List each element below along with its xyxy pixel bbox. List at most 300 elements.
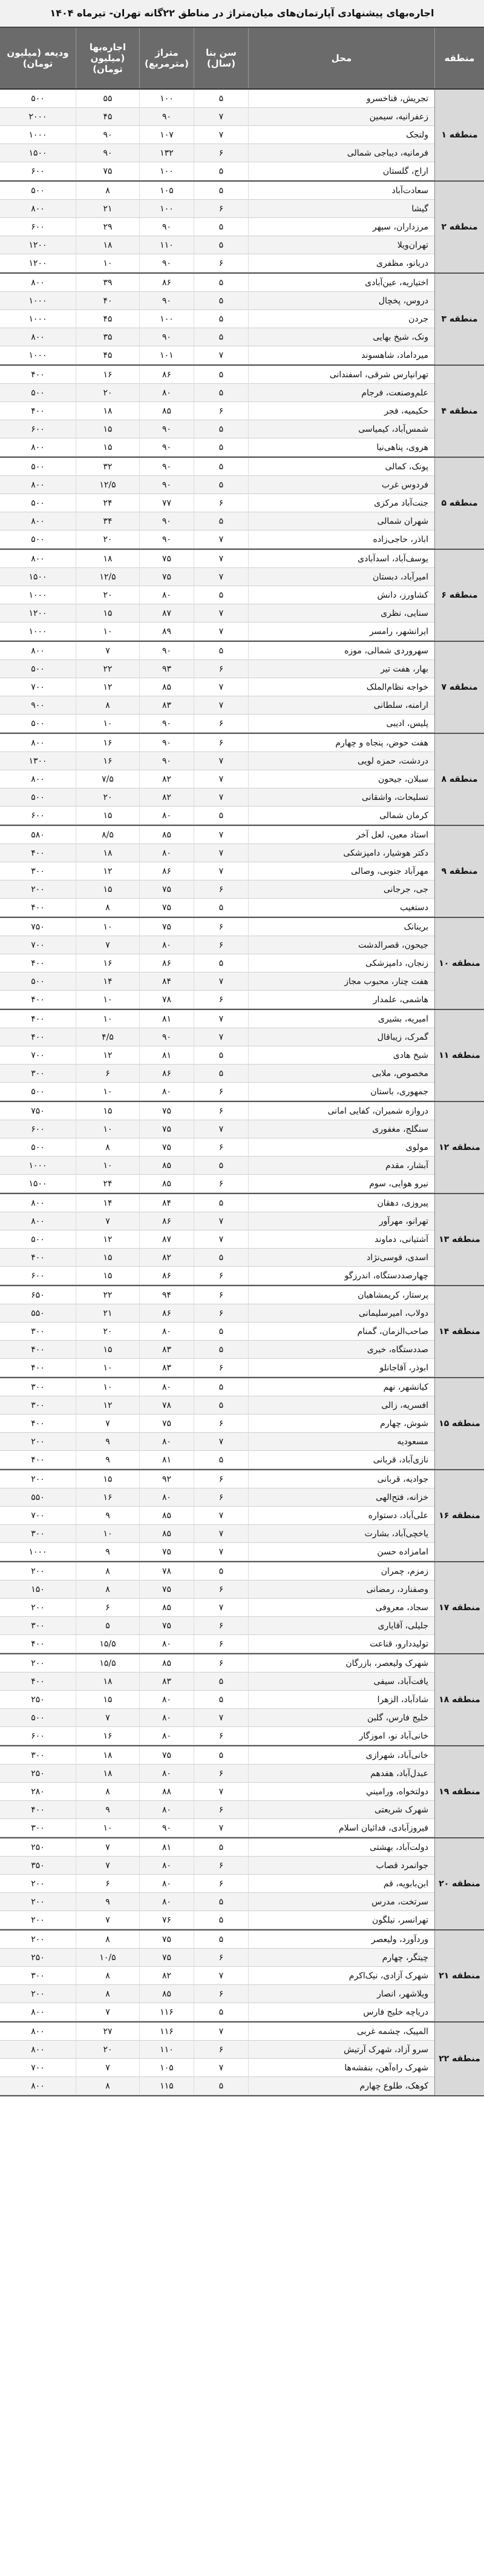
deposit-cell: ۳۰۰ — [31, 1326, 45, 1336]
place-cell: هروی، پناهی‌نیا — [248, 438, 434, 457]
area-cell: ۸۷ — [139, 604, 194, 623]
deposit-cell: ۲۰۰ — [31, 884, 45, 894]
zone-label: منطقه ۱۸ — [434, 1654, 484, 1745]
region-block — [0, 274, 484, 366]
area-cell: ۸۶ — [139, 954, 194, 973]
table-row — [0, 254, 434, 272]
age-cell: ۵ — [194, 438, 248, 457]
age-cell: ۵ — [194, 182, 248, 200]
place-cell: دروازه شمیران، کفایی امانی — [248, 1102, 434, 1120]
rent-cell: ۲۰ — [76, 2041, 139, 2059]
age-cell: ۵ — [194, 1157, 248, 1175]
table-row — [0, 346, 434, 365]
table-row — [0, 918, 434, 936]
place-cell: شمس‌آباد، کیمیاسی — [248, 420, 434, 438]
table-row — [0, 476, 434, 494]
deposit-cell: ۵۰۰ — [31, 461, 45, 472]
rent-cell: ۷ — [76, 1709, 139, 1727]
table-row — [0, 384, 434, 402]
area-cell: ۸۶ — [139, 1065, 194, 1083]
deposit-cell: ۵۰۰ — [31, 534, 45, 544]
area-cell: ۷۵ — [139, 1617, 194, 1635]
rent-cell: ۸ — [76, 1562, 139, 1580]
rent-cell: ۱۶ — [76, 734, 139, 752]
area-cell: ۹۰ — [139, 108, 194, 126]
table-row — [0, 844, 434, 862]
area-cell: ۹۰ — [139, 254, 194, 272]
area-cell: ۸۶ — [139, 1212, 194, 1230]
table-row — [0, 1654, 434, 1673]
age-cell: ۷ — [194, 752, 248, 770]
table-row — [0, 144, 434, 162]
deposit-cell: ۱۰۰۰ — [28, 314, 47, 324]
deposit-cell: ۴۰۰ — [31, 1639, 45, 1649]
table-row — [0, 1286, 434, 1304]
age-cell: ۵ — [194, 1341, 248, 1359]
deposit-cell: ۶۰۰ — [31, 1124, 45, 1134]
zone-label: منطقه ۶ — [434, 550, 484, 641]
rent-cell: ۱۰ — [76, 1157, 139, 1175]
area-cell: ۸۴ — [139, 1194, 194, 1212]
area-cell: ۷۵ — [139, 1949, 194, 1967]
rent-cell: ۹ — [76, 1801, 139, 1819]
area-cell: ۹۰ — [139, 328, 194, 346]
place-cell: وردآورد، ولیعصر — [248, 1930, 434, 1949]
age-cell: ۶ — [194, 1102, 248, 1120]
place-cell: هفت چنار، محبوب مجاز — [248, 973, 434, 991]
rent-cell: ۱۲ — [76, 1230, 139, 1249]
area-cell: ۸۲ — [139, 770, 194, 788]
deposit-cell: ۸۰۰ — [31, 2007, 45, 2017]
table-row — [0, 936, 434, 954]
area-cell: ۹۰ — [139, 438, 194, 457]
table-row — [0, 568, 434, 586]
table-row — [0, 991, 434, 1009]
deposit-cell: ۱۰۰۰ — [28, 296, 47, 306]
place-cell: شهرک راه‌آهن، بنفشه‌ها — [248, 2059, 434, 2077]
place-cell: خانی‌آباد نو، اموزگار — [248, 1727, 434, 1745]
deposit-cell: ۱۵۰۰ — [28, 1178, 47, 1189]
deposit-cell: ۳۰۰ — [31, 1400, 45, 1410]
area-cell: ۸۰ — [139, 1857, 194, 1875]
area-cell: ۹۰ — [139, 218, 194, 236]
table-row — [0, 1765, 434, 1783]
deposit-cell: ۱۲۰۰ — [28, 258, 47, 268]
age-cell: ۶ — [194, 1580, 248, 1599]
rent-cell: ۳۹ — [76, 274, 139, 292]
place-cell: مسعودیه — [248, 1433, 434, 1451]
place-cell: سنایی، نظری — [248, 604, 434, 623]
rent-cell: ۱۲/۵ — [76, 476, 139, 494]
age-cell: ۶ — [194, 880, 248, 899]
zone-rows — [0, 1194, 434, 1285]
deposit-cell: ۶۰۰ — [31, 222, 45, 232]
place-cell: هفت حوض، پنجاه و چهارم — [248, 734, 434, 752]
place-cell: تولیددارو، قناعت — [248, 1635, 434, 1653]
rent-cell: ۴۵ — [76, 346, 139, 365]
area-cell: ۹۰ — [139, 420, 194, 438]
deposit-cell: ۱۰۰۰ — [28, 590, 47, 600]
age-cell: ۵ — [194, 1930, 248, 1949]
age-cell: ۷ — [194, 346, 248, 365]
table-row — [0, 954, 434, 973]
deposit-cell: ۷۰۰ — [31, 1510, 45, 1521]
deposit-cell: ۲۰۰ — [31, 1897, 45, 1907]
table-row — [0, 420, 434, 438]
table-row — [0, 715, 434, 733]
zone-label: منطقه ۳ — [434, 274, 484, 365]
header-rent: اجاره‌بها (میلیون تومان) — [76, 28, 139, 88]
place-cell: تهرانو، مهرآور — [248, 1212, 434, 1230]
table-row — [0, 770, 434, 788]
area-cell: ۸۰ — [139, 1893, 194, 1911]
table-row — [0, 366, 434, 384]
deposit-cell: ۳۰۰ — [31, 866, 45, 876]
zone-label: منطقه ۸ — [434, 734, 484, 825]
table-row — [0, 1691, 434, 1709]
deposit-cell: ۱۵۰۰ — [28, 148, 47, 158]
rent-cell: ۱۲/۵ — [76, 568, 139, 586]
place-cell: دریانو، مظفری — [248, 254, 434, 272]
place-cell: بهار، هفت تیر — [248, 660, 434, 678]
zone-label: منطقه ۱۴ — [434, 1286, 484, 1377]
age-cell: ۶ — [194, 1304, 248, 1323]
age-cell: ۶ — [194, 1359, 248, 1377]
place-cell: شیخ هادی — [248, 1046, 434, 1065]
table-row — [0, 402, 434, 420]
table-row — [0, 1985, 434, 2003]
rent-cell: ۱۰ — [76, 1083, 139, 1101]
table-row — [0, 1433, 434, 1451]
age-cell: ۵ — [194, 1378, 248, 1396]
table-row — [0, 162, 434, 180]
area-cell: ۸۰ — [139, 1691, 194, 1709]
rent-cell: ۷ — [76, 936, 139, 954]
deposit-cell: ۵۰۰ — [31, 1086, 45, 1097]
deposit-cell: ۴۰۰ — [31, 1252, 45, 1263]
area-cell: ۹۰ — [139, 715, 194, 733]
age-cell: ۶ — [194, 991, 248, 1009]
age-cell: ۵ — [194, 2003, 248, 2021]
place-cell: زنجان، دامپزشکی — [248, 954, 434, 973]
rent-cell: ۱۲ — [76, 862, 139, 880]
age-cell: ۶ — [194, 734, 248, 752]
rent-cell: ۱۸ — [76, 1746, 139, 1765]
rent-cell: ۱۰ — [76, 623, 139, 641]
age-cell: ۶ — [194, 715, 248, 733]
zone-rows — [0, 918, 434, 1009]
region-block — [0, 1102, 484, 1194]
age-cell: ۵ — [194, 236, 248, 254]
deposit-cell: ۴۰۰ — [31, 848, 45, 858]
area-cell: ۸۲ — [139, 1967, 194, 1985]
zone-rows — [0, 1654, 434, 1745]
rent-cell: ۱۵ — [76, 1470, 139, 1488]
region-block — [0, 550, 484, 642]
area-cell: ۷۸ — [139, 1396, 194, 1415]
area-cell: ۸۳ — [139, 1341, 194, 1359]
zone-label: منطقه ۱۹ — [434, 1746, 484, 1837]
deposit-cell: ۲۰۰ — [31, 1658, 45, 1668]
place-cell: مرزداران، سپهر — [248, 218, 434, 236]
area-cell: ۹۰ — [139, 458, 194, 476]
place-cell: ولنجک — [248, 126, 434, 144]
zone-label: منطقه ۲۲ — [434, 2023, 484, 2095]
rent-cell: ۳۲ — [76, 458, 139, 476]
zone-rows — [0, 1010, 434, 1101]
header-zone: منطقه — [434, 28, 484, 88]
table-row — [0, 2041, 434, 2059]
place-cell: دولت‌آباد، بهشتی — [248, 1838, 434, 1857]
place-cell: دکتر هوشیار، دامپزشکی — [248, 844, 434, 862]
rent-cell: ۵۵ — [76, 90, 139, 108]
age-cell: ۶ — [194, 402, 248, 420]
deposit-cell: ۴۰۰ — [31, 1455, 45, 1465]
table-row — [0, 1157, 434, 1175]
deposit-cell: ۶۰۰ — [31, 1270, 45, 1281]
age-cell: ۶ — [194, 936, 248, 954]
rent-cell: ۷ — [76, 1212, 139, 1230]
area-cell: ۷۵ — [139, 1930, 194, 1949]
age-cell: ۷ — [194, 1212, 248, 1230]
age-cell: ۶ — [194, 1801, 248, 1819]
table-row — [0, 126, 434, 144]
age-cell: ۶ — [194, 1470, 248, 1488]
region-block — [0, 2023, 484, 2096]
area-cell: ۷۵ — [139, 880, 194, 899]
age-cell: ۶ — [194, 2041, 248, 2059]
area-cell: ۸۰ — [139, 1083, 194, 1101]
table-row — [0, 182, 434, 200]
deposit-cell: ۶۰۰ — [31, 810, 45, 821]
place-cell: گمرک، زیباقال — [248, 1028, 434, 1046]
region-block — [0, 918, 484, 1010]
place-cell: زمزم، چمران — [248, 1562, 434, 1580]
area-cell: ۸۰ — [139, 1488, 194, 1507]
table-row — [0, 108, 434, 126]
rent-cell: ۲۱ — [76, 1304, 139, 1323]
area-cell: ۱۰۱ — [139, 346, 194, 365]
rent-cell: ۷/۵ — [76, 770, 139, 788]
age-cell: ۶ — [194, 1635, 248, 1653]
deposit-cell: ۴۰۰ — [31, 1032, 45, 1042]
rent-cell: ۹ — [76, 1543, 139, 1561]
header-deposit: ودیعه (میلیون تومان) — [7, 47, 69, 69]
place-cell: جردن — [248, 310, 434, 328]
place-cell: کیانشهر، نهم — [248, 1378, 434, 1396]
rent-cell: ۱۴ — [76, 973, 139, 991]
place-cell: وصفنارد، رمضانی — [248, 1580, 434, 1599]
rent-cell: ۲۰ — [76, 788, 139, 807]
zone-rows — [0, 1102, 434, 1193]
deposit-cell: ۵۰۰ — [31, 976, 45, 986]
zone-label: منطقه ۱۱ — [434, 1010, 484, 1101]
rent-cell: ۱۶ — [76, 1488, 139, 1507]
place-cell: جوانمرد قصاب — [248, 1857, 434, 1875]
deposit-cell: ۵۰۰ — [31, 185, 45, 196]
area-cell: ۹۰ — [139, 752, 194, 770]
deposit-cell: ۶۰۰ — [31, 166, 45, 176]
table-row — [0, 1746, 434, 1765]
place-cell: مهرآباد جنوبی، وصالی — [248, 862, 434, 880]
age-cell: ۷ — [194, 1230, 248, 1249]
age-cell: ۶ — [194, 1267, 248, 1285]
table-row — [0, 807, 434, 825]
region-block — [0, 642, 484, 734]
deposit-cell: ۵۰۰ — [31, 792, 45, 802]
place-cell: دروس، پخچال — [248, 292, 434, 310]
area-cell: ۸۰ — [139, 807, 194, 825]
place-cell: نازی‌آباد، قربانی — [248, 1451, 434, 1469]
deposit-cell: ۵۰۰ — [31, 498, 45, 508]
table-row — [0, 530, 434, 549]
rent-cell: ۱۸ — [76, 844, 139, 862]
rent-cell: ۱۲ — [76, 1396, 139, 1415]
rent-cell: ۴۵ — [76, 108, 139, 126]
deposit-cell: ۸۰۰ — [31, 2026, 45, 2036]
place-cell: آبشار، مقدم — [248, 1157, 434, 1175]
area-cell: ۸۰ — [139, 1635, 194, 1653]
place-cell: دولتخواه، وراميني — [248, 1783, 434, 1801]
deposit-cell: ۳۰۰ — [31, 1750, 45, 1760]
rent-cell: ۲۰ — [76, 586, 139, 604]
place-cell: خزانه، فتح‌الهی — [248, 1488, 434, 1507]
table-row — [0, 1451, 434, 1469]
rent-cell: ۷ — [76, 642, 139, 660]
area-cell: ۱۰۷ — [139, 126, 194, 144]
area-cell: ۹۰ — [139, 1819, 194, 1837]
age-cell: ۷ — [194, 973, 248, 991]
deposit-cell: ۵۰۰ — [31, 718, 45, 728]
table-row — [0, 642, 434, 660]
place-cell: جوادیه، قربانی — [248, 1470, 434, 1488]
deposit-cell: ۷۰۰ — [31, 940, 45, 950]
deposit-cell: ۴۰۰ — [31, 1676, 45, 1686]
table-row — [0, 1415, 434, 1433]
area-cell: ۸۱ — [139, 1046, 194, 1065]
age-cell: ۵ — [194, 476, 248, 494]
table-row — [0, 1635, 434, 1653]
place-cell: میرداماد، شاهسوند — [248, 346, 434, 365]
deposit-cell: ۱۳۰۰ — [28, 756, 47, 766]
rent-cell: ۴۰ — [76, 292, 139, 310]
deposit-cell: ۳۰۰ — [31, 1528, 45, 1539]
place-cell: خانی‌آباد، شهرازی — [248, 1746, 434, 1765]
rent-cell: ۱۵ — [76, 1267, 139, 1285]
area-cell: ۷۵ — [139, 1102, 194, 1120]
area-cell: ۱۱۰ — [139, 2041, 194, 2059]
table-row — [0, 1194, 434, 1212]
deposit-cell: ۴۰۰ — [31, 1362, 45, 1373]
deposit-cell: ۱۲۰۰ — [28, 608, 47, 618]
area-cell: ۷۵ — [139, 1746, 194, 1765]
area-cell: ۹۰ — [139, 1028, 194, 1046]
deposit-cell: ۷۰۰ — [31, 682, 45, 692]
deposit-cell: ۶۰۰ — [31, 424, 45, 434]
place-cell: صددستگاه، خیری — [248, 1341, 434, 1359]
place-cell: سعادت‌آباد — [248, 182, 434, 200]
age-cell: ۶ — [194, 1286, 248, 1304]
area-cell: ۸۵ — [139, 402, 194, 420]
rent-cell: ۱۰ — [76, 1525, 139, 1543]
area-cell: ۹۲ — [139, 1470, 194, 1488]
table-row — [0, 1065, 434, 1083]
place-cell: ونک، شیخ بهایی — [248, 328, 434, 346]
rent-cell: ۱۵/۵ — [76, 1635, 139, 1653]
area-cell: ۱۰۵ — [139, 182, 194, 200]
age-cell: ۷ — [194, 1543, 248, 1561]
zone-rows — [0, 826, 434, 917]
age-cell: ۵ — [194, 1838, 248, 1857]
deposit-cell: ۸۰۰ — [31, 203, 45, 214]
place-cell: مخصوص، ملابی — [248, 1065, 434, 1083]
age-cell: ۵ — [194, 1893, 248, 1911]
table-row — [0, 1580, 434, 1599]
place-cell: فردوس غرب — [248, 476, 434, 494]
rent-cell: ۲۰ — [76, 384, 139, 402]
area-cell: ۸۰ — [139, 1433, 194, 1451]
deposit-cell: ۲۸۰ — [31, 1786, 45, 1797]
table-row — [0, 1838, 434, 1857]
deposit-cell: ۵۵۰ — [31, 1492, 45, 1502]
table-header — [0, 28, 484, 90]
table-row — [0, 310, 434, 328]
rent-cell: ۱۶ — [76, 366, 139, 384]
zone-label: منطقه ۲۱ — [434, 1930, 484, 2021]
age-cell: ۷ — [194, 1433, 248, 1451]
rent-cell: ۶ — [76, 1065, 139, 1083]
table-row — [0, 1562, 434, 1580]
age-cell: ۵ — [194, 899, 248, 917]
age-cell: ۵ — [194, 586, 248, 604]
rent-cell: ۳۵ — [76, 328, 139, 346]
place-cell: نیرو هوایی، سوم — [248, 1175, 434, 1193]
age-cell: ۷ — [194, 550, 248, 568]
area-cell: ۸۶ — [139, 862, 194, 880]
deposit-cell: ۵۰۰ — [31, 1142, 45, 1152]
rent-cell: ۸/۵ — [76, 826, 139, 844]
rent-cell: ۱۸ — [76, 236, 139, 254]
area-cell: ۸۰ — [139, 1801, 194, 1819]
age-cell: ۵ — [194, 1451, 248, 1469]
rent-cell: ۸ — [76, 2077, 139, 2095]
rent-cell: ۱۲ — [76, 678, 139, 696]
age-cell: ۶ — [194, 660, 248, 678]
rent-cell: ۸ — [76, 1783, 139, 1801]
table-row — [0, 1488, 434, 1507]
area-cell: ۱۰۰ — [139, 200, 194, 218]
deposit-cell: ۸۰۰ — [31, 774, 45, 784]
place-cell: پرستار، کریمشاهیان — [248, 1286, 434, 1304]
age-cell: ۷ — [194, 826, 248, 844]
rent-cell: ۱۰ — [76, 1120, 139, 1138]
place-cell: جیحون، قصرالدشت — [248, 936, 434, 954]
zone-rows — [0, 734, 434, 825]
zone-rows — [0, 642, 434, 733]
place-cell: کرمان شمالی — [248, 807, 434, 825]
rent-cell: ۶ — [76, 1875, 139, 1893]
age-cell: ۷ — [194, 1783, 248, 1801]
table-row — [0, 862, 434, 880]
rent-cell: ۱۴ — [76, 1194, 139, 1212]
deposit-cell: ۳۵۰ — [31, 1860, 45, 1871]
rent-cell: ۴۵ — [76, 310, 139, 328]
rent-cell: ۱۰ — [76, 1378, 139, 1396]
age-cell: ۵ — [194, 1065, 248, 1083]
zone-rows — [0, 274, 434, 365]
zone-rows — [0, 458, 434, 549]
area-cell: ۱۱۰ — [139, 236, 194, 254]
